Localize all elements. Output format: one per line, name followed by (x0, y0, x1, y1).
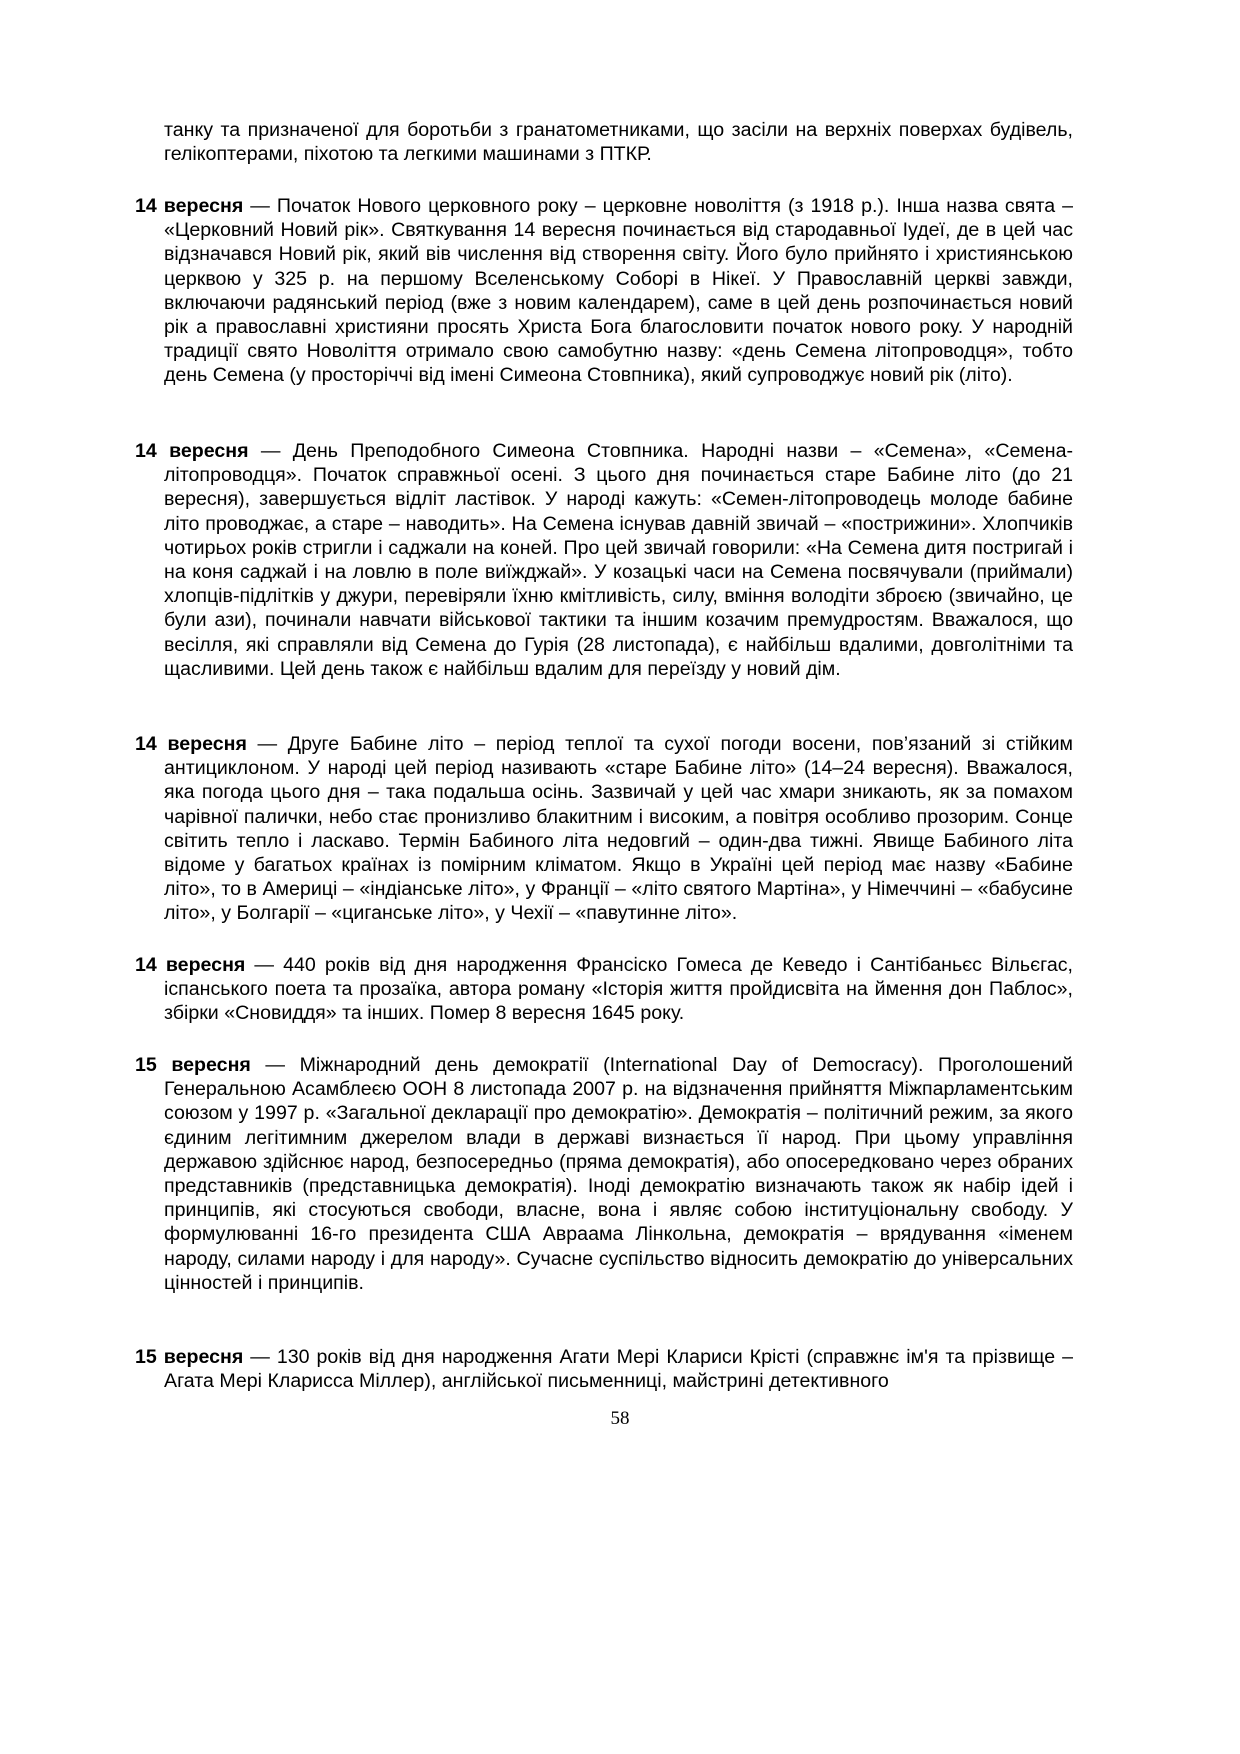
calendar-entry (135, 732, 1073, 926)
entry-text: — День Преподобного Симеона Стовпника. Народні назви – «Семена», «Семена-літопроводця». Початок справжньої осені. З цього дня починається старе Бабине літо (до 21 вересня), завершується відліт ластівок. У народі кажуть: «Семен-літопроводець молоде бабине літо проводжає, а старе – наводить». На Семена існував давній звичай – «пострижини». Хлопчиків чотирьох років стригли і саджали на коней. Про цей звичай говорили: «На Семена дитя постригай і на коня саджай і на ловлю в поле виїжджай». У козацькі часи на Семена посвячували (приймали) хлопців-підлітків у джури, перевіряли їхню кмітливість, силу, вміння володіти зброєю (звичайно, це були ази), починали навчати військової тактики та іншим козачим премудростям. Вважалося, що весілля, які справляли від Семена до Гурія (28 листопада), є найбільш вдалими, довголітніми та щасливими. Цей день також є найбільш вдалим для переїзду у новий дім. (164, 440, 1073, 680)
entry-text: — 130 років від дня народження Агати Мері Клариси Крісті (справжнє ім'я та прізвище – Агата Мері Кларисса Міллер), англійської письменниці, майстрині детективного (164, 1346, 1073, 1393)
calendar-entry (135, 953, 1073, 1026)
calendar-entry (135, 439, 1073, 681)
entry-date: 14 вересня (135, 954, 246, 976)
entry-date: 15 вересня (135, 1054, 251, 1076)
entry-date: 15 вересня (135, 1346, 244, 1368)
entry-text: — Друге Бабине літо – період теплої та сухої погоди восени, пов’язаний зі стійким антициклоном. У народі цей період називають «старе Бабине літо» (14–24 вересня). Вважалося, яка погода цього дня – така подальша осінь. Зазвичай у цей час хмари зникають, як за помахом чарівної палички, небо стає пронизливо блакитним і високим, а повітря особливо прозорим. Сонце світить тепло і ласкаво. Термін Бабиного літа недовгий – один-два тижні. Явище Бабиного літа відоме у багатьох країнах із помірним кліматом. Якщо в Україні цей період має назву «Бабине літо», то в Америці – «індіанське літо», у Франції – «літо святого Мартіна», у Німеччині – «бабусине літо», у Болгарії – «циганське літо», у Чехії – «павутинне літо». (164, 733, 1073, 925)
entry-date: 14 вересня (135, 195, 244, 217)
continuation-paragraph: танку та призначеної для боротьби з гранатометниками, що засіли на верхніх поверхах будівель, гелікоптерами, піхотою та легкими машинами з ПТКР. (164, 119, 1073, 166)
calendar-entry (135, 194, 1073, 388)
calendar-entry (135, 1345, 1073, 1393)
entry-text: — Міжнародний день демократії (International Day of Democracy). Проголошений Генеральною Асамблеєю ООН 8 листопада 2007 р. на відзначення прийняття Міжпарламентським союзом у 1997 р. «Загальної декларації про демократію». Демократія – політичний режим, за якого єдиним легітимним джерелом влади в державі визнається її народ. При цьому управління державою здійснює народ, безпосередньо (пряма демократія), або опосередковано через обраних представників (представницька демократія). Іноді демократію визначають також як набір ідей і принципів, які стосуються свободи, власне, вона і являє собою інституціональну свободу. У формулюванні 16-го президента США Авраама Лінкольна, демократія – врядування «іменем народу, силами народу і для народу». Сучасне суспільство відносить демократію до універсальних цінностей і принципів. (164, 1054, 1073, 1294)
entry-text: — 440 років від дня народження Франсіско Гомеса де Кеведо і Сантібаньєс Вільєгас, іспанського поета та прозаїка, автора роману «Історія життя пройдисвіта на ймення дон Паблос», збірки «Сновиддя» та інших. Помер 8 вересня 1645 року. (164, 954, 1073, 1025)
calendar-entry (135, 1053, 1073, 1295)
entry-text: — Початок Нового церковного року – церковне новоліття (з 1918 р.). Інша назва свята – «Церковний Новий рік». Святкування 14 вересня починається від стародавньої Іудеї, де в цей час відзначався Новий рік, який вів числення від створення світу. Його було прийнято і християнською церквою у 325 р. на першому Вселенському Соборі в Нікеї. У Православній церкві завжди, включаючи радянський період (вже з новим календарем), саме в цей день розпочинається новий рік а православні християни просять Христа Бога благословити початок нового року. У народній традиції свято Новоліття отримало свою самобутню назву: «день Семена літопроводця», тобто день Семена (у просторіччі від імені Симеона Стовпника), який супроводжує новий рік (літо). (164, 195, 1073, 387)
entry-date: 14 вересня (135, 733, 247, 755)
page-number: 58 (610, 1408, 630, 1429)
entry-date: 14 вересня (135, 440, 249, 462)
